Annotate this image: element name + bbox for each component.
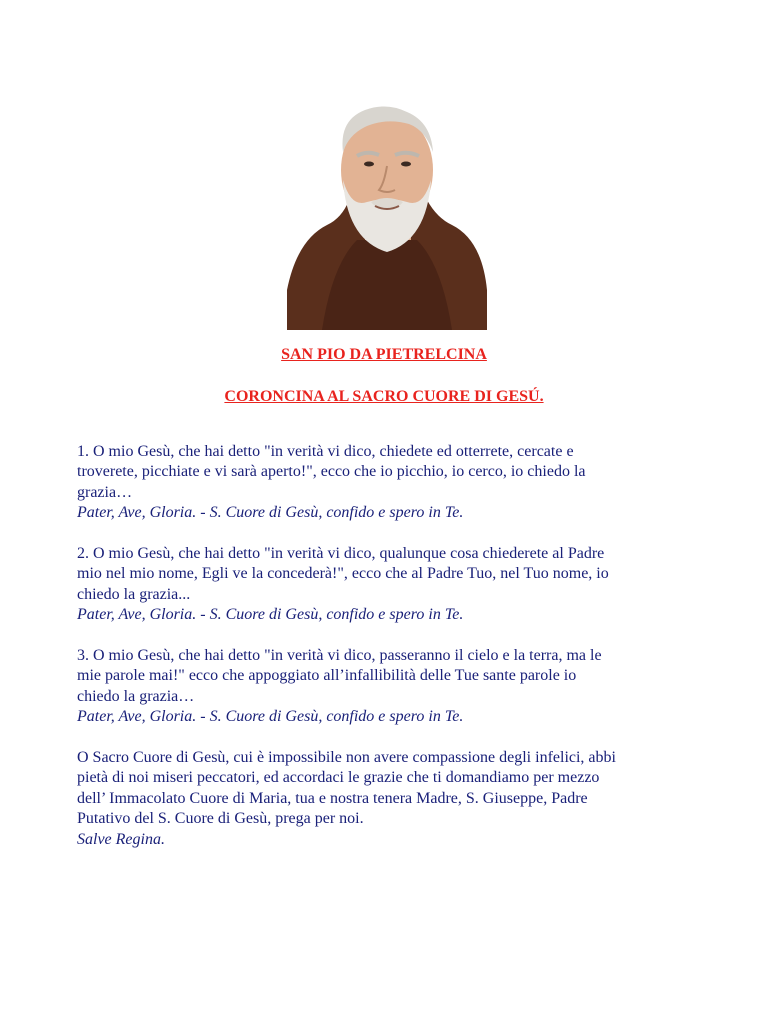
refrain: Pater, Ave, Gloria. - S. Cuore di Gesù, confido e spero in Te.	[77, 606, 464, 624]
paragraph-line: 2. O mio Gesù, che hai detto "in verità vi dico, qualunque cosa chiederete al Padre	[77, 545, 605, 563]
paragraph-line: pietà di noi miseri peccatori, ed accordaci le grazie che ti domandiamo per mezzo	[77, 769, 600, 787]
paragraph-line: mie parole mai!" ecco che appoggiato all’infallibilità delle Tue sante parole io	[77, 667, 577, 685]
prayer-title: CORONCINA AL SACRO CUORE DI GESÚ.	[224, 388, 544, 405]
paragraph-line: O Sacro Cuore di Gesù, cui è impossibile non avere compassione degli infelici, abbi	[77, 749, 616, 767]
paragraph-line: 3. O mio Gesù, che hai detto "in verità vi dico, passeranno il cielo e la terra, ma le	[77, 647, 602, 665]
saint-heading: SAN PIO DA PIETRELCINA	[281, 346, 487, 363]
paragraph-line: 1. O mio Gesù, che hai detto "in verità vi dico, chiedete ed otterrete, cercate e	[77, 443, 574, 460]
refrain: Salve Regina.	[77, 830, 165, 848]
prayer-body	[77, 442, 717, 870]
paragraph-1	[77, 442, 717, 524]
paragraph-line: grazia…	[77, 483, 133, 501]
paragraph-line: chiedo la grazia…	[77, 687, 195, 705]
refrain: Pater, Ave, Gloria. - S. Cuore di Gesù, confido e spero in Te.	[77, 504, 464, 522]
paragraph-line: troverete, picchiate e vi sarà aperto!", ecco che io picchio, io cerco, io chiedo la	[77, 463, 586, 481]
paragraph-line: dell’ Immacolato Cuore di Maria, tua e nostra tenera Madre, S. Giuseppe, Padre	[77, 789, 588, 807]
paragraph-line: mio nel mio nome, Egli ve la concederà!", ecco che al Padre Tuo, nel Tuo nome, io	[77, 565, 609, 583]
refrain: Pater, Ave, Gloria. - S. Cuore di Gesù, confido e spero in Te.	[77, 708, 464, 726]
paragraph-2	[77, 544, 717, 626]
paragraph-3	[77, 646, 717, 728]
paragraph-line: chiedo la grazia...	[77, 585, 191, 603]
paragraph-line: Putativo del S. Cuore di Gesù, prega per noi.	[77, 810, 364, 828]
paragraph-4	[77, 748, 717, 850]
portrait-image	[287, 90, 487, 330]
